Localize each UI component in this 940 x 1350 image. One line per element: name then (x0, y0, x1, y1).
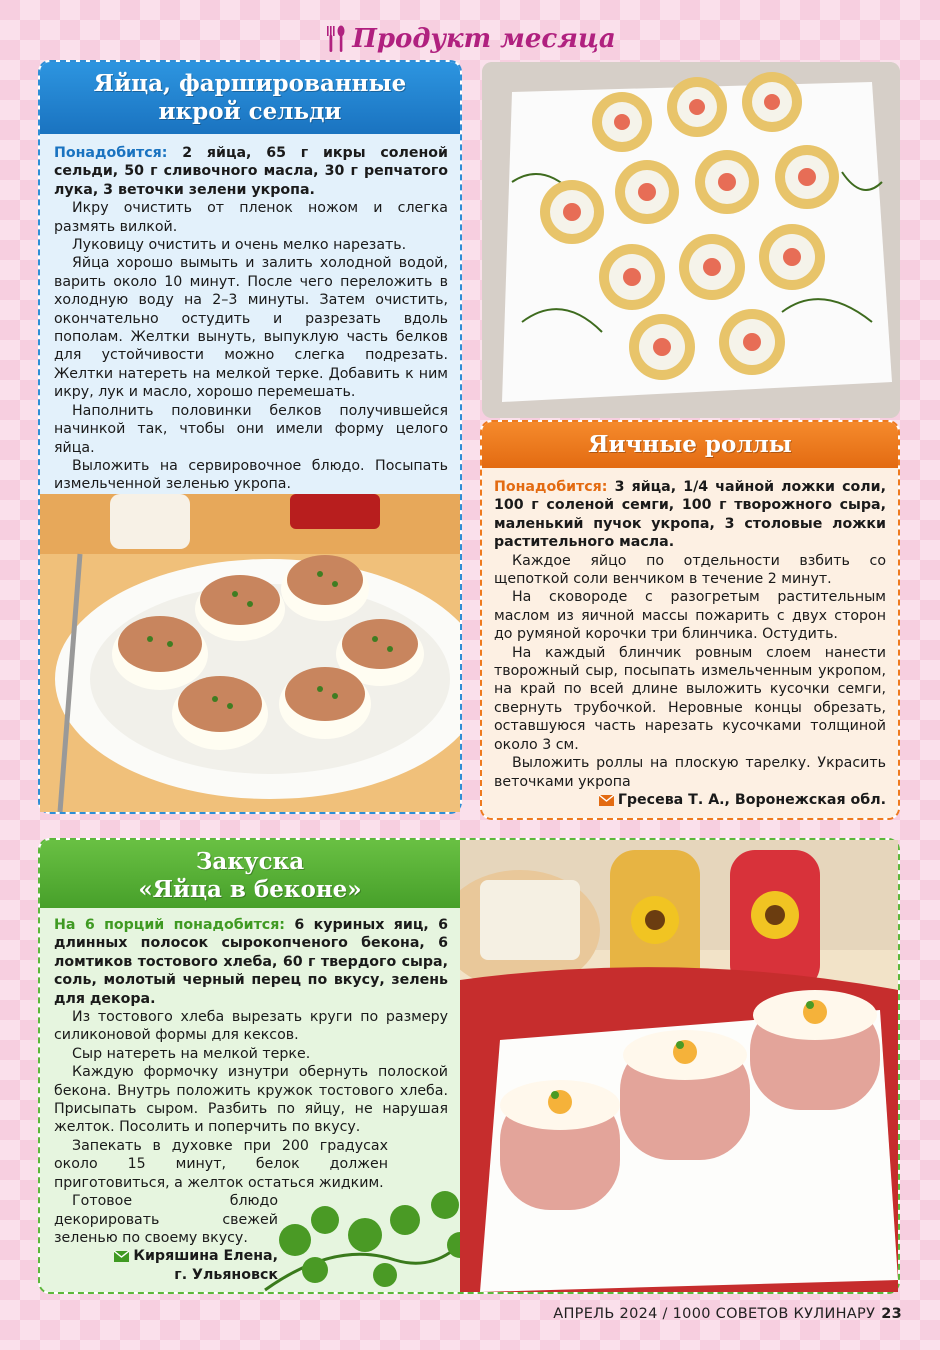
recipe-title-line: Закуска (195, 848, 305, 875)
envelope-icon (599, 795, 614, 806)
recipe-title (40, 840, 460, 908)
recipe-title-line: «Яйца в беконе» (138, 876, 362, 903)
ingredients (54, 916, 448, 1008)
step: Каждое яйцо по отдельности взбить со щепоткой соли венчиком в течение 2 минут. (494, 552, 886, 588)
recipe-title-line: Яйца, фаршированные (93, 70, 407, 97)
step: Луковицу очистить и очень мелко нарезать. (72, 237, 407, 254)
page-footer (553, 1306, 902, 1322)
recipe-title: Яичные роллы (482, 422, 898, 468)
envelope-icon (114, 1251, 129, 1262)
ingredients-label: На 6 порций понадобится: (54, 917, 285, 933)
step: Яйца хорошо вымыть и залить холодной водой, варить около 10 минут. После чего переложить в холодную воду на 2–3 минуты. Затем очистить, окончательно остудить и разрезать вдоль пополам. Желтки вынуть, выпуклую часть белков для устойчивости можно слегка подрезать. Желтки натереть на мелкой терке. Добавить к ним икру, лук и масло, хорошо перемешать. (54, 255, 448, 401)
step: Выложить роллы на плоскую тарелку. Украсить веточками укропа (494, 755, 886, 790)
fork-spoon-icon (324, 24, 346, 54)
step: Икру очистить от пленок ножом и слегка размять вилкой. (54, 200, 448, 235)
step: На каждый блинчик ровным слоем нанести творожный сыр, посыпать измельченным укропом, на край по всей длине выложить кусочки семги, свернуть трубочкой. Неровные концы обрезать, оставшуюся часть нарезать кусочками толщиной около 3 см. (494, 644, 886, 753)
egg-rolls-photo (482, 62, 900, 418)
step: Из тостового хлеба вырезать круги по размеру силиконовой формы для кексов. (54, 1009, 448, 1044)
step: Готовое блюдо декорировать свежей зеленью по своему вкусу. (54, 1193, 278, 1246)
ingredients-list: 6 куриных яиц, 6 длинных полосок сырокопченого бекона, 6 ломтиков тостового хлеба, 60 г твердого сыра, соль, молотый черный перец по вкусу, зелень для декора. (54, 917, 448, 1007)
step: Каждую формочку изнутри обернуть полоской бекона. Внутрь положить кружок тостового хлеба. Присыпать сыром. Разбить по яйцу, не нарушая желток. Посолить и поперчить по вкусу. (54, 1064, 448, 1136)
page-header (0, 14, 940, 64)
section-title: Продукт месяца (352, 24, 616, 54)
ingredients-label: Понадобится: (494, 479, 608, 495)
recipe-title-line: икрой сельди (158, 98, 342, 125)
ingredients (494, 478, 886, 552)
recipe-author (494, 791, 886, 809)
ingredients (54, 144, 448, 199)
recipe-author-city: г. Ульяновск (174, 1266, 278, 1283)
ingredients-list: 3 яйца, 1/4 чайной ложки соли, 100 г соленой семги, 100 г творожного сыра, маленький пучок укропа, 3 столовые ложки растительного масла. (494, 479, 886, 551)
author-name: Киряшина Елена, (133, 1248, 278, 1265)
bacon-eggs-photo (460, 840, 898, 1292)
step: Запекать в духовке при 200 градусах около 15 минут, белок должен приготовиться, а желток остаться жидким. (54, 1137, 388, 1191)
recipe-card-egg-rolls (480, 420, 900, 820)
recipe-title (40, 62, 460, 134)
author-name: Гресева Т. А., Воронежская обл. (617, 791, 886, 808)
step: Сыр натереть на мелкой терке. (72, 1045, 311, 1062)
page-number: 23 (881, 1306, 902, 1322)
parsley-decoration (255, 1180, 485, 1295)
stuffed-eggs-photo (40, 494, 460, 812)
ingredients-list: 2 яйца, 65 г икры соленой сельди, 50 г сливочного масла, 30 г репчатого лука, 3 веточки зелени укропа. (54, 145, 448, 198)
issue-info: АПРЕЛЬ 2024 / 1000 СОВЕТОВ КУЛИНАРУ (553, 1306, 876, 1322)
recipe-text (482, 468, 898, 818)
step: Выложить на сервировочное блюдо. Посыпать измельченной зеленью укропа. (54, 457, 448, 493)
ingredients-label: Понадобится: (54, 145, 168, 161)
step: На сковороде с разогретым растительным маслом из яичной массы пожарить с двух сторон до румяной корочки три блинчика. Остудить. (494, 589, 886, 643)
step: Наполнить половинки белков получившейся начинкой так, чтобы они имели форму целого яйца. (54, 402, 448, 456)
